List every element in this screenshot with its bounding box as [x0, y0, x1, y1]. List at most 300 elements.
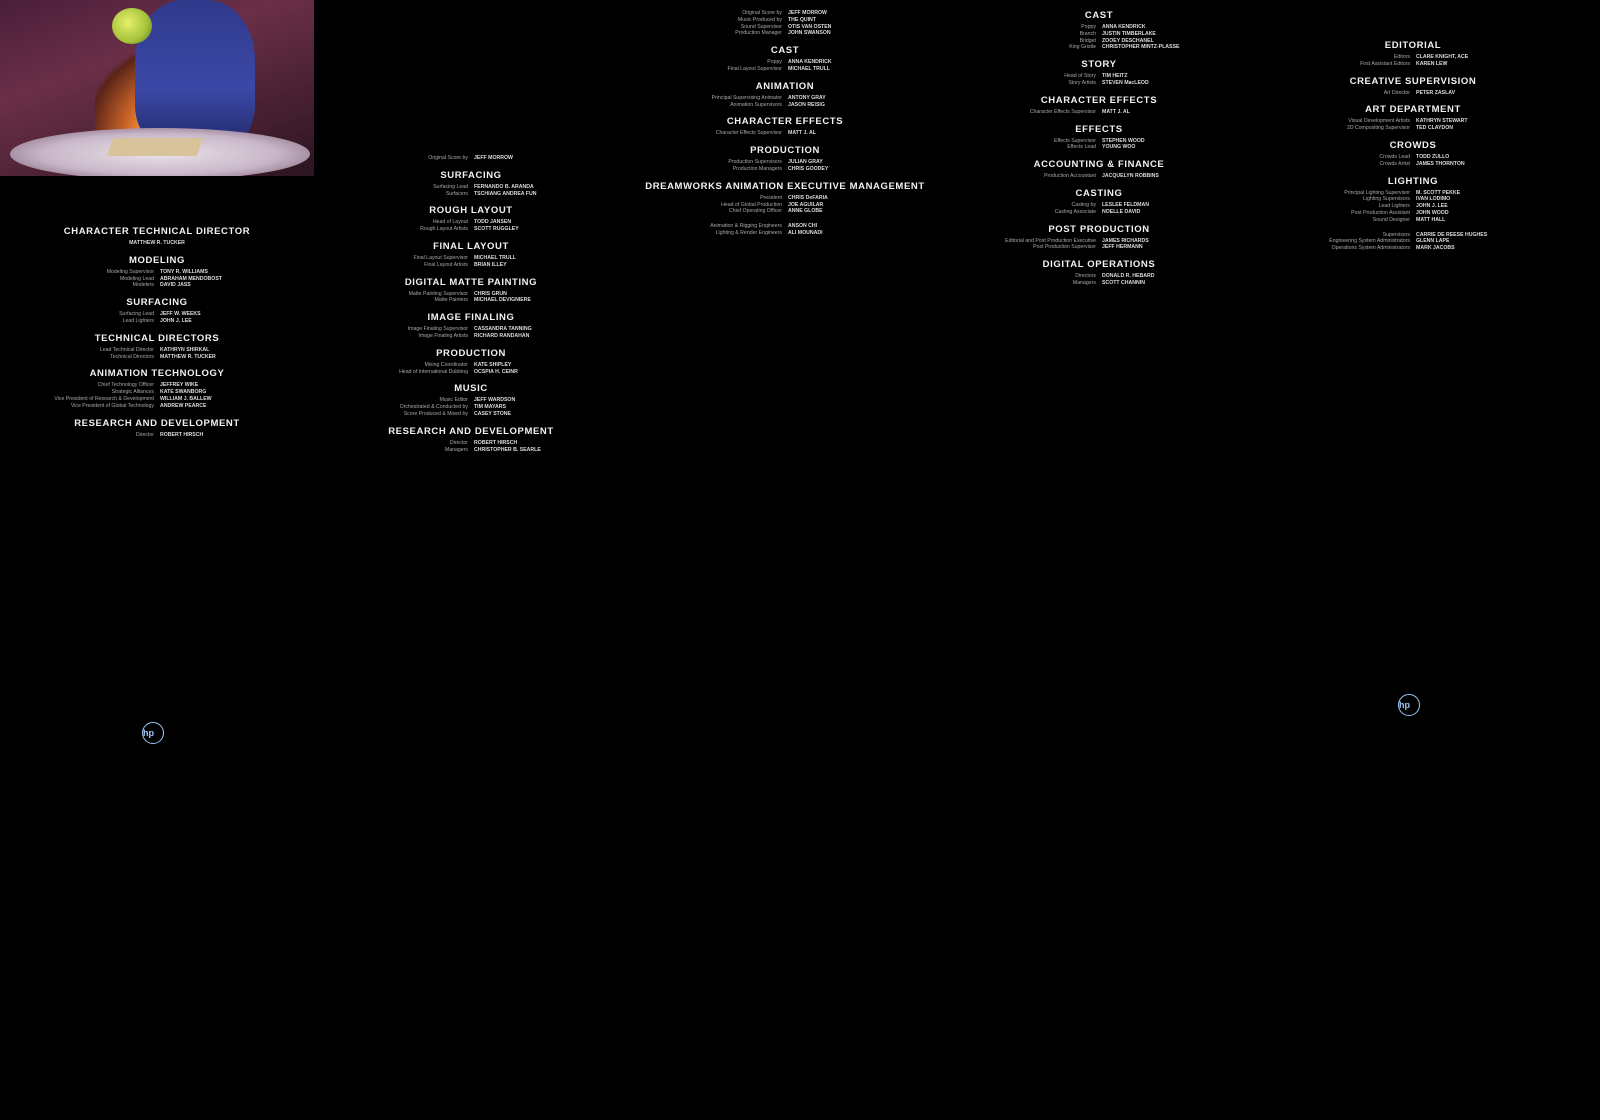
- credit-role: Modeling Lead: [119, 275, 154, 282]
- credit-row: [628, 24, 942, 31]
- credits-column-5: [1256, 0, 1570, 934]
- credits-section: [942, 10, 1256, 51]
- credit-row: [1256, 190, 1570, 197]
- credits-section: [314, 348, 628, 376]
- credit-name: GLENN LAPE: [1416, 238, 1450, 245]
- credit-row: [314, 411, 628, 418]
- credit-role: Bridget: [1079, 37, 1096, 44]
- credit-name: TSCHIANG ANDREA FUN: [474, 190, 537, 197]
- credit-row: [0, 432, 314, 439]
- credit-name: TONY R. WILLIAMS: [160, 268, 208, 275]
- credits-section: [628, 116, 942, 137]
- credit-role: Head of Global Production: [721, 201, 782, 208]
- credit-row: [628, 230, 942, 237]
- section-title: MODELING: [129, 254, 185, 266]
- section-title: MUSIC: [454, 383, 488, 395]
- credit-role: Production Supervisors: [728, 159, 782, 166]
- section-title: ACCOUNTING & FINANCE: [1033, 159, 1165, 171]
- credit-row: [1256, 118, 1570, 125]
- credit-row: [942, 31, 1256, 38]
- credit-row: [0, 389, 314, 396]
- credit-name: TIM HEITZ: [1102, 73, 1128, 80]
- credit-row: [942, 273, 1256, 280]
- credit-role: Image Finaling Supervisor: [407, 326, 468, 333]
- credit-row: [942, 138, 1256, 145]
- credits-column-4: [942, 0, 1256, 904]
- credit-name: KATHRYN SHIRKAL: [160, 346, 210, 353]
- credits-section: [942, 259, 1256, 287]
- credit-name: ALI MOUNADI: [788, 229, 823, 236]
- credit-name: JASON REISIG: [788, 101, 825, 108]
- credit-row: [314, 397, 628, 404]
- hp-logo-icon-2: hp: [1398, 694, 1420, 716]
- credit-name: JEFF MORROW: [474, 155, 513, 161]
- credit-row: [628, 95, 942, 102]
- credit-role: Casting Associate: [1054, 208, 1096, 215]
- section-title: ART DEPARTMENT: [1365, 104, 1461, 116]
- credit-row: [942, 202, 1256, 209]
- credit-name: WILLIAM J. BALLEW: [160, 395, 212, 402]
- credit-role: Crowds Artist: [1379, 160, 1410, 167]
- credit-role: Branch: [1079, 30, 1096, 37]
- credit-role: Character Effects Supervisor: [1029, 108, 1096, 115]
- credit-row: [942, 80, 1256, 87]
- credit-role: Chief Technology Officer: [97, 382, 154, 389]
- credit-name: ANDREW PEARCE: [160, 402, 207, 409]
- credit-role: Final Layout Artists: [424, 261, 468, 268]
- credits-section: [628, 45, 942, 73]
- credit-role: Effects Lead: [1067, 144, 1096, 151]
- credit-name: JAMES RICHARDS: [1102, 237, 1149, 244]
- credits-section: [0, 418, 314, 439]
- credit-row: [1256, 154, 1570, 161]
- credit-name: KATHRYN STEWART: [1416, 118, 1468, 125]
- credit-row: [1256, 238, 1570, 245]
- section-title: SURFACING: [440, 169, 502, 181]
- credit-name: CARRIE DE REESE HUGHES: [1416, 231, 1488, 238]
- credit-role: Managers: [1072, 279, 1096, 286]
- credit-name: JOHN J. LEE: [1416, 203, 1448, 210]
- credit-row: [314, 297, 628, 304]
- section-title: PRODUCTION: [750, 145, 820, 157]
- credits-section: [628, 223, 942, 237]
- credit-role: Production Managers: [732, 165, 782, 172]
- section-title: LIGHTING: [1387, 175, 1439, 187]
- credit-row: [628, 102, 942, 109]
- credit-row: [314, 326, 628, 333]
- section-title: CAST: [770, 45, 800, 57]
- credits-section: [314, 205, 628, 233]
- credit-row: [0, 354, 314, 361]
- section-title: SURFACING: [126, 297, 188, 309]
- credit-name: DONALD R. HEBARD: [1102, 273, 1155, 280]
- credit-role: Character Effects Supervisor: [715, 130, 782, 137]
- credit-name: MARK JACOBS: [1416, 245, 1455, 252]
- credit-row: [628, 202, 942, 209]
- credit-role: Production Accountant: [1044, 173, 1096, 180]
- credit-name: THE QUINT: [788, 16, 816, 23]
- credit-row: [628, 130, 942, 137]
- credit-role: Poppy: [1081, 24, 1096, 30]
- credit-name: OTIS VAN OSTEN: [788, 23, 832, 30]
- section-title: CHARACTER TECHNICAL DIRECTOR: [63, 226, 251, 237]
- credit-row: [0, 318, 314, 325]
- credit-row: [628, 166, 942, 173]
- credit-name: TODD ZULLO: [1416, 153, 1450, 160]
- credit-role: Supervisors: [1382, 231, 1410, 238]
- credit-name: JUSTIN TIMBERLAKE: [1102, 30, 1156, 37]
- section-title: STORY: [1081, 59, 1117, 71]
- credit-name: KATE SHIPLEY: [474, 361, 512, 368]
- credit-row: [1256, 210, 1570, 217]
- credit-name: ANSON CHI: [788, 223, 818, 230]
- credit-name: JACQUELYN ROBBINS: [1102, 173, 1159, 180]
- section-title: ANIMATION: [755, 80, 815, 92]
- credit-row: [1256, 161, 1570, 168]
- credits-section: [314, 383, 628, 417]
- section-title: CREATIVE SUPERVISION: [1349, 75, 1477, 87]
- credits-section: [0, 226, 314, 247]
- credit-role: Original Score by: [428, 155, 468, 161]
- credit-role: President: [760, 194, 782, 201]
- credit-row: [942, 280, 1256, 287]
- credits-section: [628, 10, 942, 37]
- credit-role: Operations System Administrators: [1331, 245, 1410, 252]
- credit-role: Final Layout Supervisor: [413, 254, 468, 261]
- credit-role: Matte Painters: [434, 297, 468, 304]
- hp-logo-icon: hp: [142, 722, 164, 744]
- credit-name: TED CLAYDON: [1416, 125, 1453, 132]
- credit-name: ANNA KENDRICK: [1102, 24, 1146, 30]
- credit-role: Story Artists: [1068, 79, 1096, 86]
- credit-name: MICHAEL TRULL: [788, 65, 830, 72]
- credit-role: Effects Supervisor: [1054, 137, 1096, 144]
- credit-row: [628, 195, 942, 202]
- credit-role: Modelers: [132, 282, 154, 289]
- credit-role: 2D Compositing Supervisor: [1346, 125, 1410, 132]
- credit-role: Lead Technical Director: [99, 346, 154, 353]
- credits-section: [1256, 104, 1570, 132]
- credit-role: Surfacing Lead: [433, 183, 468, 190]
- credit-name: ROBERT HIRSCH: [160, 431, 204, 438]
- credit-role: Post Production Assistant: [1351, 209, 1410, 216]
- credit-role: Vice President of Research & Development: [54, 395, 154, 402]
- credit-name: YOUNG WOO: [1102, 144, 1136, 151]
- credit-row: [942, 24, 1256, 31]
- credit-row: [314, 369, 628, 376]
- credit-role: Engineering System Administrators: [1329, 238, 1410, 245]
- credit-row: [1256, 54, 1570, 61]
- credit-role: Lead Lighters: [122, 317, 154, 324]
- credit-role: Technical Directors: [110, 353, 154, 360]
- credit-role: Sound Supervisor: [740, 23, 782, 30]
- credit-row: [0, 382, 314, 389]
- credit-role: Casting by: [1071, 201, 1096, 208]
- credit-role: Matte Painting Supervisor: [408, 290, 468, 297]
- credits-section: [1256, 76, 1570, 97]
- credit-name: MATTHEW R. TUCKER: [129, 240, 185, 246]
- credit-role: Visual Development Artists: [1348, 118, 1410, 125]
- credit-role: Chief Operating Officer: [729, 208, 782, 215]
- credit-role: Editorial and Post Production Executive: [1005, 237, 1096, 244]
- credit-role: Post Production Supervisor: [1033, 244, 1096, 251]
- section-title: CROWDS: [1389, 139, 1437, 151]
- credit-name: MICHAEL DEVIGNIERE: [474, 297, 531, 304]
- credit-role: Strategic Alliances: [111, 389, 154, 396]
- section-title: RESEARCH AND DEVELOPMENT: [74, 417, 240, 429]
- credit-role: Production Manager: [735, 30, 782, 37]
- credit-name: JEFF HERMANN: [1102, 244, 1143, 251]
- credit-role: Director: [449, 439, 468, 446]
- credit-row: [1256, 232, 1570, 239]
- credit-name: ANNE GLOBE: [788, 208, 823, 215]
- credit-name: JOHN WOOD: [1416, 209, 1449, 216]
- credit-name: CHRISTOPHER B. SEARLE: [474, 446, 541, 453]
- credit-name: JEFF MORROW: [788, 10, 827, 16]
- credits-section: [942, 159, 1256, 180]
- section-title: DIGITAL MATTE PAINTING: [404, 276, 538, 288]
- credit-role: Directors: [1075, 273, 1096, 280]
- credit-role: Orchestrated & Conducted by: [399, 404, 468, 411]
- section-title: ANIMATION TECHNOLOGY: [89, 368, 225, 380]
- credit-row: [314, 184, 628, 191]
- credit-row: [942, 73, 1256, 80]
- credit-name: LESLEE FELDMAN: [1102, 201, 1149, 208]
- credit-role: Music Editor: [439, 397, 468, 404]
- credit-row: [0, 396, 314, 403]
- section-title: ROUGH LAYOUT: [429, 205, 513, 217]
- credit-row: [942, 209, 1256, 216]
- credit-role: Surfacers: [445, 190, 468, 197]
- credit-name: JOHN J. LEE: [160, 317, 192, 324]
- credit-role: Rough Layout Artists: [420, 226, 468, 233]
- credit-row: [314, 262, 628, 269]
- credits-section: [1256, 140, 1570, 168]
- credits-section: [0, 333, 314, 361]
- credit-role: Crowds Lead: [1379, 153, 1410, 160]
- credit-row: [628, 208, 942, 215]
- credit-role: Poppy: [767, 59, 782, 66]
- credit-row: [628, 30, 942, 37]
- credit-role: Lighting & Render Engineers: [715, 229, 782, 236]
- credit-row: [314, 255, 628, 262]
- credit-role: Editors: [1393, 54, 1410, 60]
- credit-name: SCOTT RUGGLEY: [474, 226, 519, 233]
- section-title: CHARACTER EFFECTS: [1040, 94, 1158, 106]
- credit-role: Managers: [444, 446, 468, 453]
- credit-name: CASEY STONE: [474, 410, 511, 417]
- credit-row: [0, 240, 314, 247]
- credit-role: Lighting Supervisors: [1362, 196, 1410, 203]
- credits-section: [942, 188, 1256, 216]
- section-title: DREAMWORKS ANIMATION EXECUTIVE MANAGEMENT: [645, 180, 925, 192]
- credit-name: JEFF WARDSON: [474, 397, 516, 404]
- credits-column-2: [314, 0, 628, 1055]
- credit-name: FERNANDO B. ARANDA: [474, 183, 534, 190]
- credits-section: [942, 224, 1256, 252]
- credit-row: [628, 66, 942, 73]
- credit-row: [0, 311, 314, 318]
- credit-row: [628, 223, 942, 230]
- credit-row: [1256, 217, 1570, 224]
- credits-section: [0, 255, 314, 289]
- credit-row: [0, 282, 314, 289]
- credit-role: Art Director: [1383, 89, 1410, 96]
- credit-name: STEVEN MacLEOD: [1102, 79, 1149, 86]
- credit-row: [314, 219, 628, 226]
- credit-role: Director: [135, 431, 154, 438]
- credit-role: Head of International Dubbing: [399, 368, 468, 375]
- credits-section: [942, 124, 1256, 152]
- credit-row: [1256, 196, 1570, 203]
- credit-role: Score Produced & Mixed by: [403, 410, 468, 417]
- credit-role: Principal Lighting Supervisor: [1344, 189, 1410, 196]
- credits-section: [628, 145, 942, 173]
- credit-row: [0, 269, 314, 276]
- credits-section: [0, 368, 314, 409]
- credit-row: [314, 155, 628, 162]
- credit-role: Surfacing Lead: [119, 311, 154, 318]
- credit-name: CHRISTOPHER MINTZ-PLASSE: [1102, 44, 1180, 51]
- credit-name: IVAN LODIMO: [1416, 196, 1451, 203]
- credit-role: Principal Supervising Animator: [711, 94, 782, 101]
- credit-name: TODD JANSEN: [474, 219, 512, 226]
- credit-role: Final Layout Supervisor: [727, 65, 782, 72]
- credit-row: [0, 347, 314, 354]
- credit-name: MATTHEW R. TUCKER: [160, 353, 216, 360]
- credit-name: ABRAHAM MENDOBOST: [160, 275, 222, 282]
- credit-row: [942, 44, 1256, 51]
- credit-name: MATT J. AL: [1102, 108, 1130, 115]
- credits-section: [314, 241, 628, 269]
- credit-row: [0, 276, 314, 283]
- section-title: TECHNICAL DIRECTORS: [94, 332, 220, 344]
- credits-section: [314, 426, 628, 454]
- credit-role: Head of Story: [1064, 73, 1096, 80]
- credit-role: Original Score by: [742, 10, 782, 16]
- credit-row: [314, 440, 628, 447]
- credits-column-1: [0, 0, 314, 1120]
- credits-section: [314, 312, 628, 340]
- credits-section: [628, 81, 942, 109]
- credit-name: STEPHEN WOOD: [1102, 137, 1145, 144]
- credit-name: ZOOEY DESCHANEL: [1102, 37, 1154, 44]
- credit-name: ANTONY GRAY: [788, 94, 826, 101]
- credits-section: [1256, 40, 1570, 68]
- credit-role: Modeling Supervisor: [106, 268, 154, 275]
- credit-name: JEFF W. WEEKS: [160, 311, 201, 318]
- credit-row: [314, 226, 628, 233]
- credit-row: [942, 38, 1256, 45]
- credits-section: [314, 170, 628, 198]
- credit-row: [314, 447, 628, 454]
- credit-row: [0, 403, 314, 410]
- credit-role: Vice President of Global Technology: [70, 402, 154, 409]
- credit-row: [1256, 245, 1570, 252]
- credit-role: Image Finaling Artists: [418, 332, 468, 339]
- credits-section: [1256, 232, 1570, 252]
- credit-name: ROBERT HIRSCH: [474, 439, 518, 446]
- section-title: EDITORIAL: [1384, 40, 1442, 51]
- credits-section: [314, 155, 628, 162]
- credit-row: [314, 362, 628, 369]
- credits-section: [942, 95, 1256, 116]
- credit-name: JOE AGUILAR: [788, 201, 824, 208]
- credit-name: MATT HALL: [1416, 216, 1446, 223]
- credit-name: BRIAN ILLEY: [474, 261, 507, 268]
- credit-name: TIM MAYARS: [474, 404, 506, 411]
- credit-row: [1256, 203, 1570, 210]
- credits-section: [0, 297, 314, 325]
- credit-name: JOHN SWANSON: [788, 30, 831, 37]
- credit-role: First Assistant Editors: [1360, 60, 1410, 67]
- credit-name: DAVID JASS: [160, 282, 191, 289]
- credit-row: [314, 291, 628, 298]
- credit-name: CHRIS GOODEY: [788, 165, 829, 172]
- credit-row: [628, 59, 942, 66]
- credit-role: Head of Layout: [432, 219, 468, 226]
- credit-name: JAMES THORNTON: [1416, 160, 1465, 167]
- credit-name: CLARE KNIGHT, ACE: [1416, 54, 1469, 60]
- credit-name: OCSPIA H. CEINR: [474, 368, 518, 375]
- credits-section: [314, 277, 628, 305]
- credit-name: PETER ZASLAV: [1416, 89, 1456, 96]
- credit-name: CHRIS DeFARIA: [788, 194, 828, 201]
- credit-row: [1256, 61, 1570, 68]
- credit-name: SCOTT CHANNIN: [1102, 279, 1145, 286]
- credit-row: [628, 10, 942, 17]
- section-title: CAST: [1084, 10, 1114, 21]
- credit-name: JULIAN GRAY: [788, 159, 823, 166]
- credit-name: CASSANDRA TANNING: [474, 326, 532, 333]
- credit-role: Music Produced by: [737, 16, 782, 23]
- credit-row: [942, 173, 1256, 180]
- credit-role: Lead Lighters: [1378, 203, 1410, 210]
- credit-role: Animation & Rigging Engineers: [710, 223, 782, 230]
- section-title: EFFECTS: [1075, 123, 1123, 135]
- credit-name: M. SCOTT PEKKE: [1416, 189, 1461, 196]
- credit-name: MICHAEL TRULL: [474, 254, 516, 261]
- credit-name: KAREN LEW: [1416, 60, 1448, 67]
- credit-row: [1256, 90, 1570, 97]
- section-title: FINAL LAYOUT: [433, 240, 509, 252]
- credit-row: [628, 159, 942, 166]
- credit-name: NOELLE DAVID: [1102, 208, 1141, 215]
- credit-row: [314, 333, 628, 340]
- credit-name: ANNA KENDRICK: [788, 59, 832, 66]
- section-title: DIGITAL OPERATIONS: [1042, 259, 1156, 271]
- credit-name: KATE SWANBORG: [160, 389, 207, 396]
- credit-row: [942, 144, 1256, 151]
- credit-role: Sound Designer: [1372, 216, 1410, 223]
- credit-row: [1256, 125, 1570, 132]
- credit-role: Mixing Coordinator: [424, 361, 468, 368]
- section-title: IMAGE FINALING: [427, 312, 515, 324]
- credit-name: RICHARD RANDAHAN: [474, 332, 530, 339]
- credit-role: King Gristle: [1069, 44, 1096, 51]
- credit-name: CHRIS GRUN: [474, 290, 507, 297]
- section-title: CHARACTER EFFECTS: [726, 116, 844, 128]
- credit-row: [628, 17, 942, 24]
- credit-row: [942, 109, 1256, 116]
- credit-role: Animation Supervisors: [730, 101, 782, 108]
- credit-row: [314, 404, 628, 411]
- credit-row: [942, 238, 1256, 245]
- credits-column-3: [628, 0, 942, 910]
- credits-section: [628, 181, 942, 215]
- credit-name: MATT J. AL: [788, 130, 816, 137]
- credit-row: [314, 191, 628, 198]
